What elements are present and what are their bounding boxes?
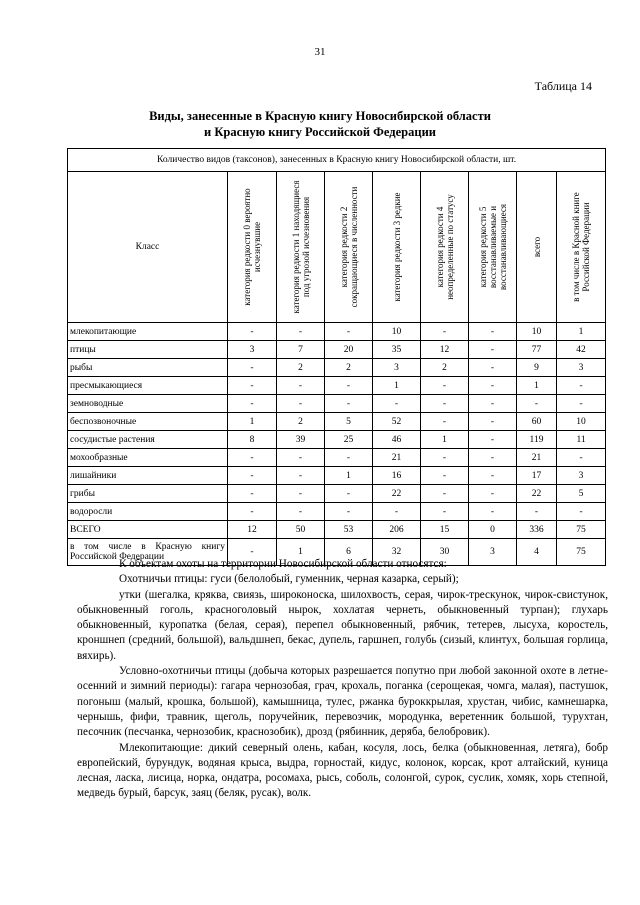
value-cell: 2	[277, 413, 325, 431]
value-cell: -	[421, 485, 469, 503]
class-name-cell: пресмыкающиеся	[68, 377, 228, 395]
page-number: 31	[314, 46, 326, 58]
value-cell: 1	[277, 539, 325, 566]
value-cell: 60	[517, 413, 557, 431]
value-cell: 15	[421, 521, 469, 539]
paragraph: К объектам охоты на территории Новосибирской области относятся:	[119, 558, 447, 570]
value-cell: 32	[373, 539, 421, 566]
value-cell: 50	[277, 521, 325, 539]
value-cell: 3	[469, 539, 517, 566]
table-row	[68, 431, 606, 449]
value-cell: -	[421, 467, 469, 485]
column-header-total	[517, 172, 557, 323]
column-header-cat4	[421, 172, 469, 323]
value-cell: -	[517, 395, 557, 413]
span-header: Количество видов (таксонов), занесенных в Красную книгу Новосибирской области, шт.	[68, 149, 606, 172]
value-cell: -	[373, 395, 421, 413]
table-row	[68, 341, 606, 359]
class-name-cell: птицы	[68, 341, 228, 359]
value-cell: -	[277, 323, 325, 341]
red-book-species-table	[67, 148, 606, 566]
body-text	[77, 557, 608, 802]
value-cell: 0	[469, 521, 517, 539]
paragraph: утки (шегалка, кряква, свиязь, широконоска, шилохвость, серая, чирок-трескунок, чирок-свистунок, обыкновенный гоголь, красноголовый нырок, хохлатая чернеть, обыкновенный турпан); глухарь обыкновенный, куропатка (белая, серая), перепел обыкновенный, рябчик, тетерев, лысуха, коростель, кроншнеп (средний, большой), вальдшнеп, бекас, дупель, гаршнеп, голубь (сизый, клинтух, большая горлица, вяхирь).	[77, 588, 608, 662]
table-row	[68, 395, 606, 413]
title-line-2: и Красную книгу Российской Федерации	[204, 125, 436, 139]
table-row	[68, 359, 606, 377]
value-cell: -	[557, 503, 606, 521]
value-cell: 12	[421, 341, 469, 359]
value-cell: 6	[325, 539, 373, 566]
table-row	[68, 449, 606, 467]
value-cell: 42	[557, 341, 606, 359]
value-cell: -	[557, 377, 606, 395]
value-cell: -	[277, 395, 325, 413]
value-cell: 22	[373, 485, 421, 503]
paragraph: Млекопитающие: дикий северный олень, кабан, косуля, лось, белка (обыкновенная, летяга), бобр европейский, бурундук, водяная крыса, выдра, горностай, кидус, колонок, корсак, крот алтайский, куница лесная, ласка, лисица, норка, ондатра, росомаха, рысь, соболь, солонгой, сурок, суслик, хомяк, хорь степной, медведь бурый, барсук, заяц (беляк, русак), волк.	[77, 741, 608, 800]
table-row	[68, 413, 606, 431]
column-header-text: категория редкости 3 редкие	[391, 192, 402, 302]
value-cell: 7	[277, 341, 325, 359]
value-cell: -	[557, 395, 606, 413]
value-cell: -	[469, 377, 517, 395]
value-cell: -	[469, 449, 517, 467]
value-cell: -	[325, 395, 373, 413]
value-cell: -	[469, 359, 517, 377]
value-cell: -	[228, 485, 277, 503]
column-header-text: категория редкости 5 восстанавливаемые и восстанавливающиеся	[477, 203, 508, 291]
value-cell: 75	[557, 521, 606, 539]
value-cell: -	[228, 503, 277, 521]
value-cell: -	[228, 323, 277, 341]
value-cell: -	[277, 377, 325, 395]
value-cell: 4	[517, 539, 557, 566]
column-header-cat5	[469, 172, 517, 323]
value-cell: 206	[373, 521, 421, 539]
value-cell: 46	[373, 431, 421, 449]
value-cell: -	[421, 323, 469, 341]
column-header-text: категория редкости 0 вероятно исчезнувшие	[242, 188, 262, 306]
column-header-text: всего	[531, 236, 542, 258]
column-header-cat2	[325, 172, 373, 323]
table-row	[68, 485, 606, 503]
value-cell: -	[228, 377, 277, 395]
class-name-cell: млекопитающие	[68, 323, 228, 341]
class-name-cell: водоросли	[68, 503, 228, 521]
value-cell: 77	[517, 341, 557, 359]
class-column-header: Класс	[68, 172, 228, 323]
value-cell: -	[469, 323, 517, 341]
column-header-rf	[557, 172, 606, 323]
value-cell: -	[469, 413, 517, 431]
value-cell: -	[517, 503, 557, 521]
title-line-1: Виды, занесенные в Красную книгу Новосибирской области	[149, 109, 491, 123]
value-cell: 25	[325, 431, 373, 449]
column-header-text: в том числе в Красной книге Российской Федерации	[571, 192, 592, 302]
value-cell: -	[228, 539, 277, 566]
paragraph: Охотничьи птицы: гуси (белолобый, гуменник, черная казарка, серый);	[119, 573, 459, 586]
value-cell: -	[469, 395, 517, 413]
value-cell: -	[421, 395, 469, 413]
class-name-cell: в том числе в Красную книгу Российской Федерации	[68, 539, 228, 566]
class-name-cell: лишайники	[68, 467, 228, 485]
value-cell: 30	[421, 539, 469, 566]
value-cell: 1	[557, 323, 606, 341]
value-cell: 3	[373, 359, 421, 377]
span-header-row	[68, 149, 606, 172]
value-cell: 1	[373, 377, 421, 395]
class-name-cell: грибы	[68, 485, 228, 503]
value-cell: -	[373, 503, 421, 521]
value-cell: -	[421, 449, 469, 467]
value-cell: 53	[325, 521, 373, 539]
value-cell: 5	[557, 485, 606, 503]
value-cell: 1	[421, 431, 469, 449]
value-cell: 22	[517, 485, 557, 503]
value-cell: -	[469, 485, 517, 503]
column-header-cat0	[228, 172, 277, 323]
value-cell: 39	[277, 431, 325, 449]
value-cell: 35	[373, 341, 421, 359]
value-cell: -	[325, 449, 373, 467]
value-cell: 1	[228, 413, 277, 431]
value-cell: -	[325, 377, 373, 395]
value-cell: -	[421, 377, 469, 395]
value-cell: -	[469, 341, 517, 359]
value-cell: -	[277, 449, 325, 467]
value-cell: 10	[373, 323, 421, 341]
value-cell: -	[325, 503, 373, 521]
class-name-cell: мохообразные	[68, 449, 228, 467]
value-cell: 75	[557, 539, 606, 566]
value-cell: 20	[325, 341, 373, 359]
value-cell: 2	[325, 359, 373, 377]
value-cell: -	[277, 503, 325, 521]
value-cell: 11	[557, 431, 606, 449]
value-cell: 2	[421, 359, 469, 377]
value-cell: 3	[228, 341, 277, 359]
table-row	[68, 467, 606, 485]
value-cell: -	[277, 485, 325, 503]
value-cell: -	[421, 413, 469, 431]
value-cell: 9	[517, 359, 557, 377]
value-cell: -	[277, 467, 325, 485]
value-cell: -	[469, 467, 517, 485]
table-title	[0, 108, 640, 140]
value-cell: -	[325, 323, 373, 341]
value-cell: 1	[517, 377, 557, 395]
value-cell: -	[228, 449, 277, 467]
class-name-cell: беспозвоночные	[68, 413, 228, 431]
value-cell: -	[325, 485, 373, 503]
value-cell: 17	[517, 467, 557, 485]
value-cell: -	[557, 449, 606, 467]
value-cell: 3	[557, 467, 606, 485]
table-row	[68, 377, 606, 395]
column-header-cat3	[373, 172, 421, 323]
class-name-cell: рыбы	[68, 359, 228, 377]
table-label: Таблица 14	[534, 79, 592, 93]
value-cell: 8	[228, 431, 277, 449]
value-cell: -	[228, 395, 277, 413]
value-cell: 10	[557, 413, 606, 431]
class-name-cell: ВСЕГО	[68, 521, 228, 539]
value-cell: 119	[517, 431, 557, 449]
column-header-text: категория редкости 4 неопределенные по статусу	[434, 194, 455, 300]
value-cell: 10	[517, 323, 557, 341]
table-row	[68, 521, 606, 539]
column-header-cat1	[277, 172, 325, 323]
value-cell: 21	[517, 449, 557, 467]
value-cell: 16	[373, 467, 421, 485]
column-header-row	[68, 172, 606, 323]
value-cell: 12	[228, 521, 277, 539]
value-cell: -	[228, 467, 277, 485]
value-cell: -	[421, 503, 469, 521]
value-cell: 5	[325, 413, 373, 431]
value-cell: 2	[277, 359, 325, 377]
value-cell: 336	[517, 521, 557, 539]
value-cell: -	[469, 503, 517, 521]
table-row	[68, 503, 606, 521]
table-row	[68, 323, 606, 341]
class-name-cell: земноводные	[68, 395, 228, 413]
value-cell: 1	[325, 467, 373, 485]
column-header-text: категория редкости 2 сокращающиеся в численности	[338, 186, 359, 308]
value-cell: -	[469, 431, 517, 449]
value-cell: 21	[373, 449, 421, 467]
value-cell: 52	[373, 413, 421, 431]
class-name-cell: сосудистые растения	[68, 431, 228, 449]
column-header-text: категория редкости 1 находящиеся под угрозой исчезновения	[290, 180, 311, 314]
paragraph: Условно-охотничьи птицы (добыча которых разрешается попутно при любой законной охоте в летне-осенний и зимний периоды): гагара чернозобая, грач, крохаль, поганка (серощекая, чомга, малая), пастушок, погоныш (малый, крошка, большой), камышница, тулес, ржанка буроккрылая, хрустан, чибис, камнешарка, чернышь, фифи, травник, щеголь, поручейник, перевозчик, мородунка, веретенник большой, турухтан, песочник (песчанка, чернозобик, краснозобик), дрозд (рябинник, деряба, белобровик).	[77, 665, 608, 739]
value-cell: -	[228, 359, 277, 377]
value-cell: 3	[557, 359, 606, 377]
